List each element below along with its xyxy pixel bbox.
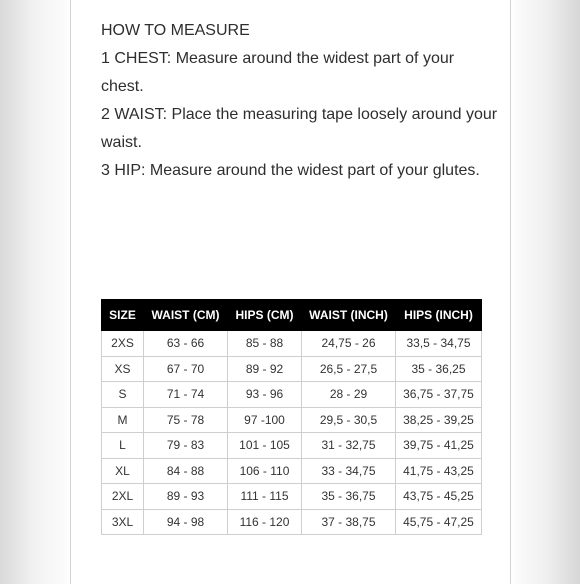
table-header (102, 300, 482, 331)
cell-hips-cm: 101 - 105 (228, 433, 302, 459)
cell-hips-inch: 39,75 - 41,25 (396, 433, 482, 459)
cell-size: 2XS (102, 331, 144, 357)
instruction-hip: 3 HIP: Measure around the widest part of your glutes. (101, 162, 480, 179)
header-hips-inch: HIPS (INCH) (396, 300, 482, 331)
table-row (102, 356, 482, 382)
cell-hips-inch: 36,75 - 37,75 (396, 382, 482, 408)
cell-waist-inch: 29,5 - 30,5 (302, 407, 396, 433)
table-row (102, 433, 482, 459)
cell-size: XS (102, 356, 144, 382)
cell-hips-cm: 93 - 96 (228, 382, 302, 408)
cell-size: L (102, 433, 144, 459)
header-waist-cm: WAIST (CM) (144, 300, 228, 331)
cell-waist-cm: 75 - 78 (144, 407, 228, 433)
cell-size: S (102, 382, 144, 408)
table-row (102, 382, 482, 408)
header-size: SIZE (102, 300, 144, 331)
table-row (102, 331, 482, 357)
cell-waist-inch: 24,75 - 26 (302, 331, 396, 357)
table-row (102, 509, 482, 535)
cell-waist-inch: 31 - 32,75 (302, 433, 396, 459)
cell-waist-cm: 79 - 83 (144, 433, 228, 459)
cell-waist-cm: 84 - 88 (144, 458, 228, 484)
cell-hips-inch: 45,75 - 47,25 (396, 509, 482, 535)
cell-size: 3XL (102, 509, 144, 535)
header-waist-inch: WAIST (INCH) (302, 300, 396, 331)
table-row (102, 484, 482, 510)
cell-hips-inch: 38,25 - 39,25 (396, 407, 482, 433)
cell-hips-inch: 43,75 - 45,25 (396, 484, 482, 510)
measuring-instructions (101, 17, 501, 185)
cell-waist-inch: 26,5 - 27,5 (302, 356, 396, 382)
cell-hips-cm: 116 - 120 (228, 509, 302, 535)
cell-hips-inch: 33,5 - 34,75 (396, 331, 482, 357)
size-guide-card (70, 0, 511, 584)
cell-waist-cm: 89 - 93 (144, 484, 228, 510)
cell-hips-cm: 97 -100 (228, 407, 302, 433)
cell-waist-cm: 94 - 98 (144, 509, 228, 535)
cell-hips-cm: 85 - 88 (228, 331, 302, 357)
cell-waist-inch: 33 - 34,75 (302, 458, 396, 484)
cell-size: 2XL (102, 484, 144, 510)
cell-hips-cm: 106 - 110 (228, 458, 302, 484)
cell-size: M (102, 407, 144, 433)
header-hips-cm: HIPS (CM) (228, 300, 302, 331)
cell-hips-cm: 89 - 92 (228, 356, 302, 382)
cell-size: XL (102, 458, 144, 484)
cell-waist-cm: 71 - 74 (144, 382, 228, 408)
table-row (102, 458, 482, 484)
header-row (102, 300, 482, 331)
instruction-chest: 1 CHEST: Measure around the widest part of your chest. (101, 50, 455, 95)
table-row (102, 407, 482, 433)
instruction-waist: 2 WAIST: Place the measuring tape loosely around your waist. (101, 106, 498, 151)
table-body (102, 331, 482, 535)
size-chart-table (101, 299, 482, 535)
instructions-heading: HOW TO MEASURE (101, 22, 250, 39)
cell-waist-inch: 28 - 29 (302, 382, 396, 408)
cell-waist-cm: 67 - 70 (144, 356, 228, 382)
cell-waist-cm: 63 - 66 (144, 331, 228, 357)
cell-waist-inch: 37 - 38,75 (302, 509, 396, 535)
cell-hips-cm: 111 - 115 (228, 484, 302, 510)
cell-waist-inch: 35 - 36,75 (302, 484, 396, 510)
cell-hips-inch: 41,75 - 43,25 (396, 458, 482, 484)
cell-hips-inch: 35 - 36,25 (396, 356, 482, 382)
